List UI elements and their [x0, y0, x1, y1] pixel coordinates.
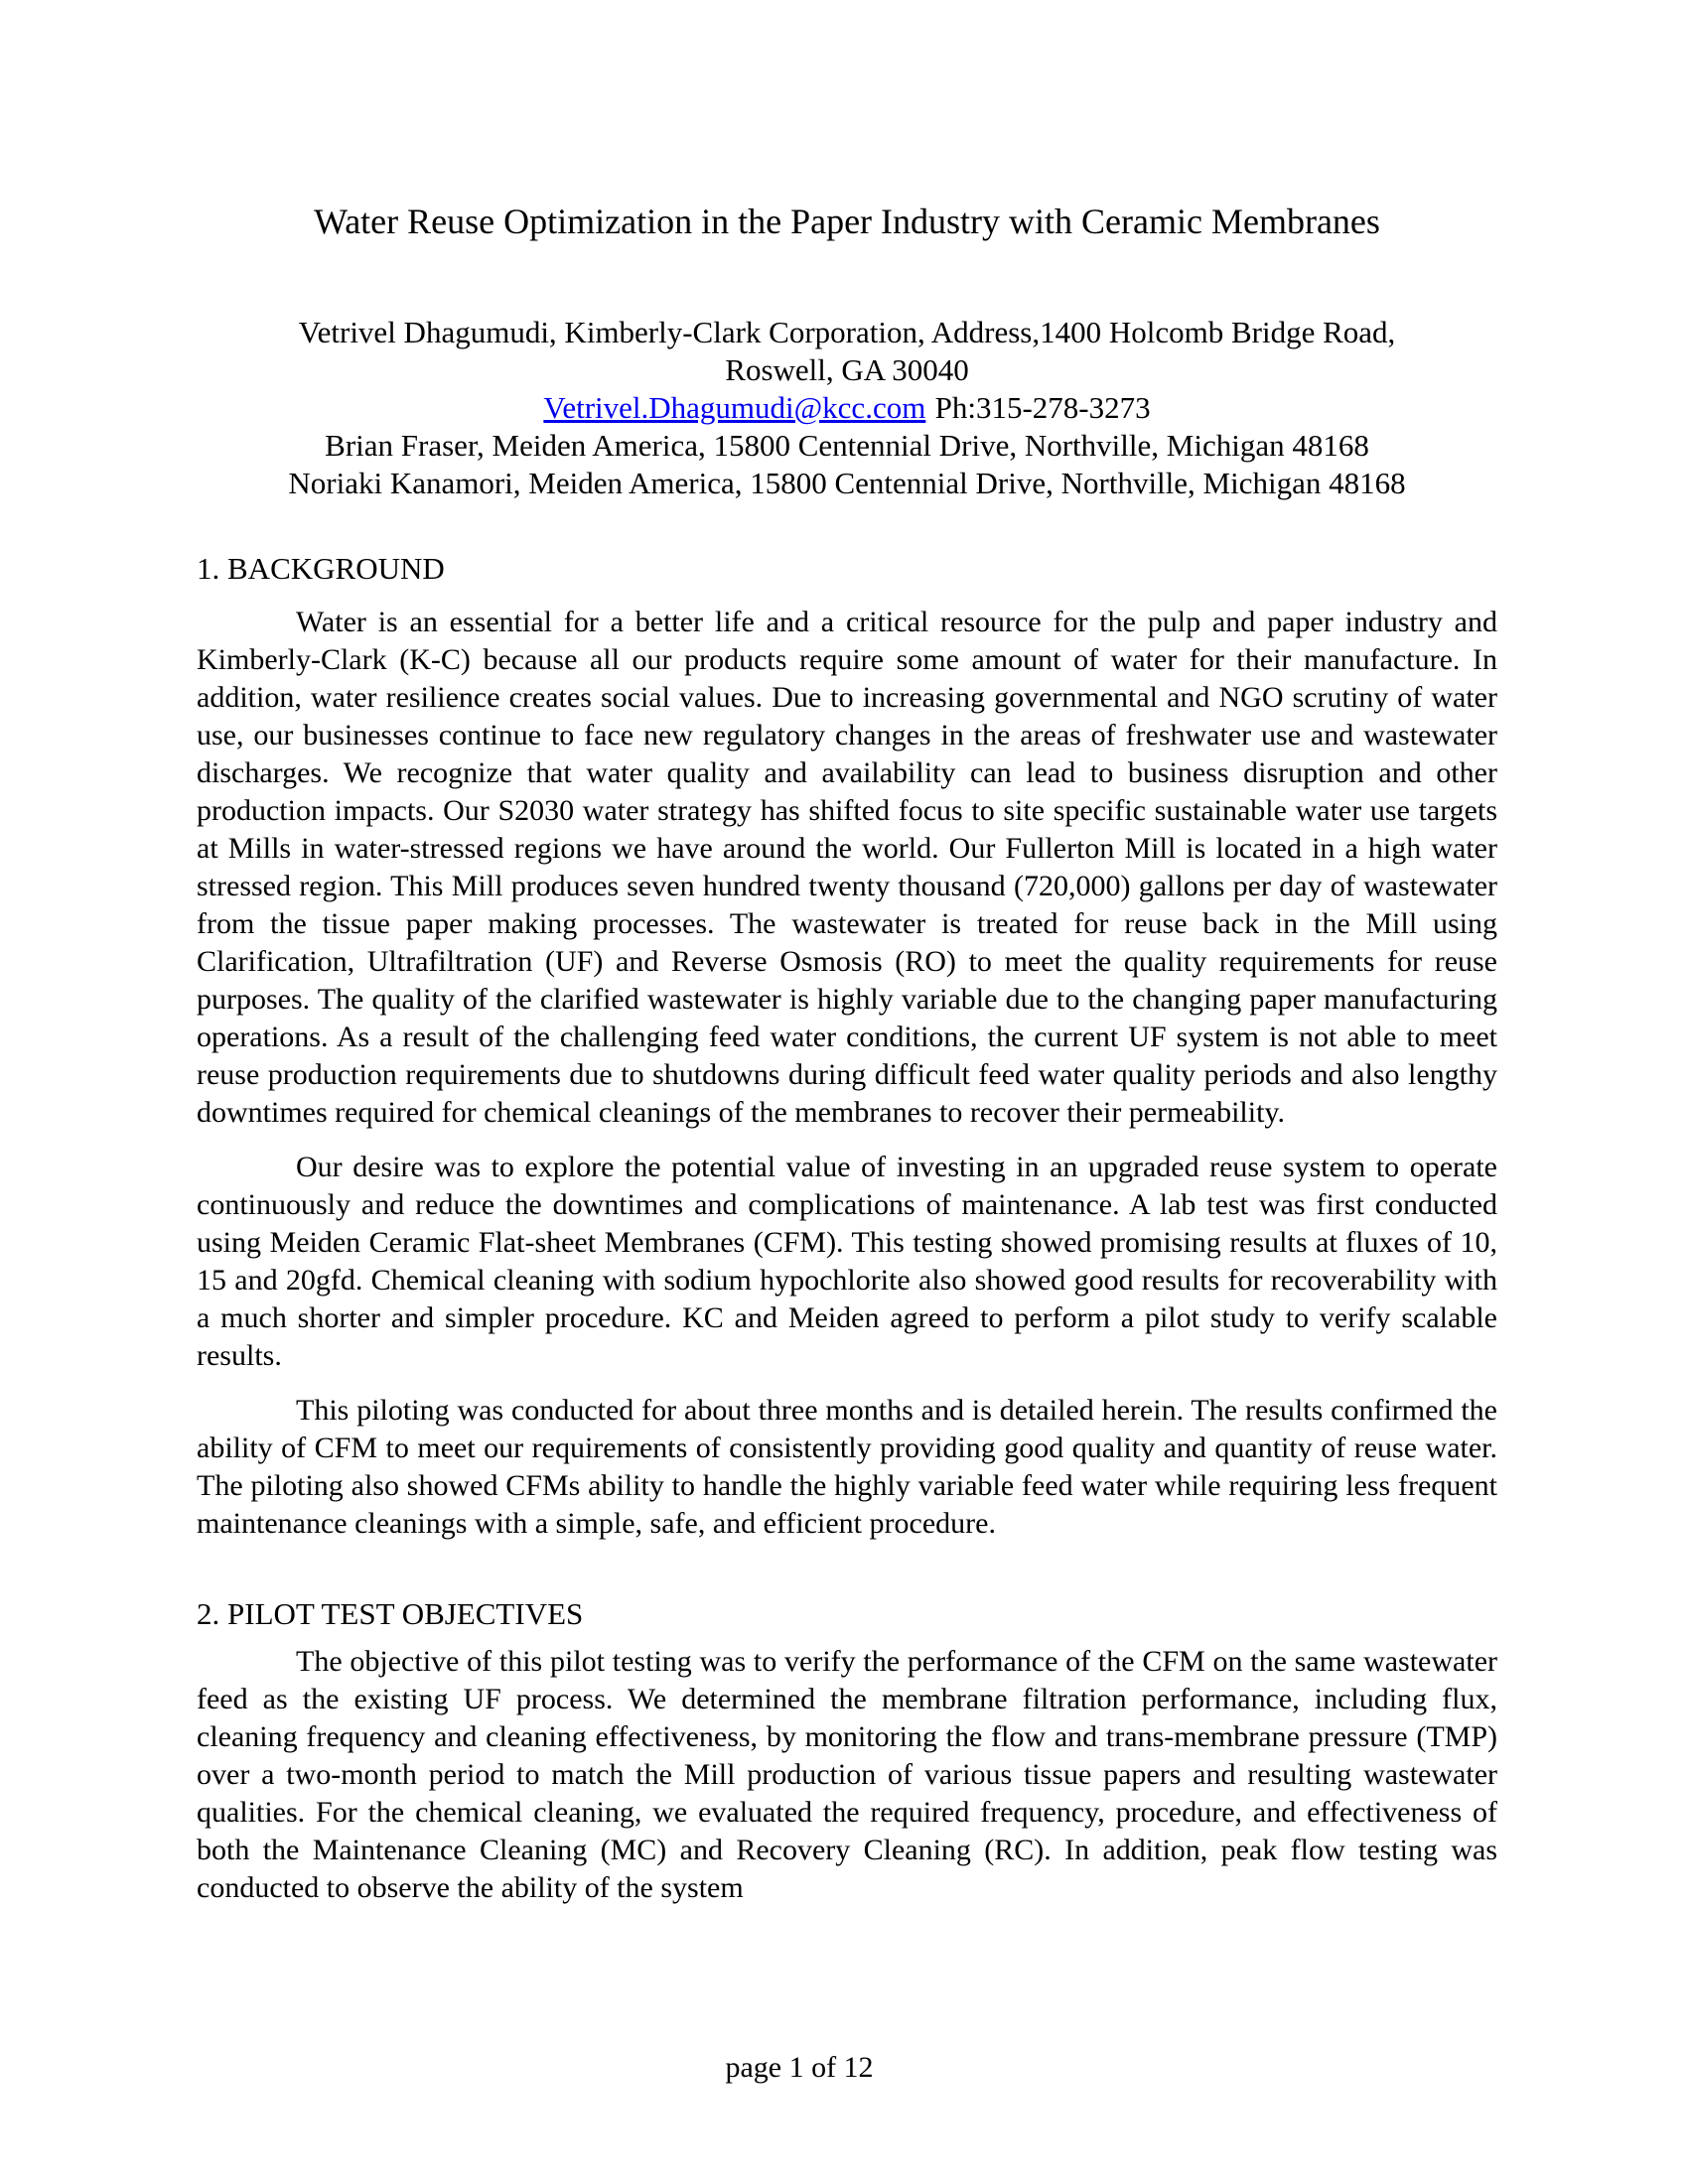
author-line-1: Vetrivel Dhagumudi, Kimberly-Clark Corporation, Address,1400 Holcomb Bridge Road,: [298, 315, 1396, 349]
email-link[interactable]: Vetrivel.Dhagumudi@kcc.com: [543, 390, 926, 425]
author-line-4: Noriaki Kanamori, Meiden America, 15800 Centennial Drive, Northville, Michigan 48168: [288, 466, 1406, 500]
section-1-heading: 1. BACKGROUND: [197, 551, 445, 586]
background-paragraph-2: Our desire was to explore the potential value of investing in an upgraded reuse system to operate continuously and reduce the downtimes and complications of maintenance. A lab test was first conducted using Meiden Ceramic Flat-sheet Membranes (CFM). This testing showed promising results at fluxes of 10, 15 and 20gfd. Chemical cleaning with sodium hypochlorite also showed good results for recoverability with a much shorter and simpler procedure. KC and Meiden agreed to perform a pilot study to verify scalable results.: [197, 1151, 1497, 1372]
background-paragraph-3: This piloting was conducted for about three months and is detailed herein. The results confirmed the ability of CFM to meet our requirements of consistently providing good quality and quantity of reuse water. The piloting also showed CFMs ability to handle the highly variable feed water while requiring less frequent maintenance cleanings with a simple, safe, and efficient procedure.: [197, 1394, 1497, 1540]
author-block: [197, 314, 1497, 502]
paper-title: Water Reuse Optimization in the Paper Industry with Ceramic Membranes: [314, 202, 1380, 241]
page-number-footer: page 1 of 12: [725, 2051, 874, 2084]
section-2-heading: 2. PILOT TEST OBJECTIVES: [197, 1596, 584, 1631]
phone-number: Ph:315-278-3273: [934, 390, 1151, 425]
contact-line: [197, 389, 1497, 427]
author-line-2: Roswell, GA 30040: [725, 352, 969, 387]
author-line-3: Brian Fraser, Meiden America, 15800 Centennial Drive, Northville, Michigan 48168: [325, 428, 1369, 463]
objectives-paragraph-1: The objective of this pilot testing was to verify the performance of the CFM on the same wastewater feed as the existing UF process. We determined the membrane filtration performance, including flux, cleaning frequency and cleaning effectiveness, by monitoring the flow and trans-membrane pressure (TMP) over a two-month period to match the Mill production of various tissue papers and resulting wastewater qualities. For the chemical cleaning, we evaluated the required frequency, procedure, and effectiveness of both the Maintenance Cleaning (MC) and Recovery Cleaning (RC). In addition, peak flow testing was conducted to observe the ability of the system: [197, 1645, 1497, 1904]
background-paragraph-1: Water is an essential for a better life and a critical resource for the pulp and paper industry and Kimberly-Clark (K-C) because all our products require some amount of water for their manufacture. In addition, water resilience creates social values. Due to increasing governmental and NGO scrutiny of water use, our businesses continue to face new regulatory changes in the areas of freshwater use and wastewater discharges. We recognize that water quality and availability can lead to business disruption and other production impacts. Our S2030 water strategy has shifted focus to site specific sustainable water use targets at Mills in water-stressed regions we have around the world. Our Fullerton Mill is located in a high water stressed region. This Mill produces seven hundred twenty thousand (720,000) gallons per day of wastewater from the tissue paper making processes. The wastewater is treated for reuse back in the Mill using Clarification, Ultrafiltration (UF) and Reverse Osmosis (RO) to meet the quality requirements for reuse purposes. The quality of the clarified wastewater is highly variable due to the changing paper manufacturing operations. As a result of the challenging feed water conditions, the current UF system is not able to meet reuse production requirements due to shutdowns during difficult feed water quality periods and also lengthy downtimes required for chemical cleanings of the membranes to recover their permeability.: [197, 606, 1497, 1129]
